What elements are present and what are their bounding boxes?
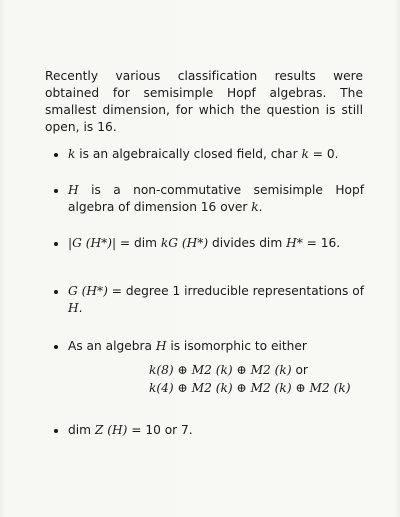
bullet-dot	[54, 345, 58, 349]
math-H: H	[68, 183, 79, 197]
text-span: = 10 or 7.	[127, 423, 193, 437]
text-span: = 16.	[302, 236, 341, 250]
math-center: Z (H)	[94, 423, 128, 437]
bullet-text	[68, 338, 364, 355]
math-group-algebra: kG (H*)	[160, 236, 209, 250]
text-span: As an algebra	[68, 339, 156, 353]
formula-second-decomposition	[149, 380, 351, 397]
bullet-dot	[54, 242, 58, 246]
text-span: is a non-commutative semisimple Hopf algebra of dimension 16 over	[68, 183, 364, 214]
text-span: .	[258, 200, 263, 214]
math-grouplike-order: |G (H*)|	[68, 236, 117, 250]
math-k: k	[68, 147, 76, 161]
formula-expression: k(4) ⊕ M2 (k) ⊕ M2 (k) ⊕ M2 (k)	[149, 381, 351, 395]
formula-conjunction: or	[295, 363, 308, 377]
bullet-text	[68, 182, 364, 216]
text-span: = dim	[116, 236, 161, 250]
formula-first-decomposition	[149, 362, 308, 379]
bullet-degree-one-reps	[54, 283, 364, 317]
bullet-text	[68, 146, 364, 163]
math-k: k	[251, 200, 259, 214]
text-span: = 0.	[308, 147, 339, 161]
bullet-hopf-algebra	[54, 182, 364, 216]
bullet-text	[68, 422, 364, 439]
bullet-text	[68, 235, 364, 252]
intro-paragraph: Recently various classification results were obtained for semisimple Hopf algebras. The smallest dimension, for which the question is still open, is 16.	[45, 69, 363, 134]
bullet-center-dimension	[54, 422, 364, 439]
math-grouplikes: G (H*)	[68, 284, 108, 298]
bullet-grouplikes	[54, 235, 364, 252]
bullet-dot	[54, 290, 58, 294]
math-k: k	[301, 147, 309, 161]
bullet-dot	[54, 153, 58, 157]
text-span: .	[78, 301, 83, 315]
formula-expression: k(8) ⊕ M2 (k) ⊕ M2 (k)	[149, 363, 292, 377]
text-span: divides dim	[208, 236, 287, 250]
math-H: H	[155, 339, 167, 353]
text-span: = degree 1 irreducible representations of	[107, 284, 364, 298]
bullet-algebra-structure	[54, 338, 364, 355]
text-span: is an algebraically closed field, char	[75, 147, 302, 161]
math-dual: H*	[286, 236, 303, 250]
text-span: is isomorphic to either	[166, 339, 307, 353]
bullet-dot	[54, 189, 58, 193]
bullet-text	[68, 283, 364, 317]
math-H: H	[68, 301, 79, 315]
bullet-field-k	[54, 146, 364, 163]
text-span: dim	[68, 423, 95, 437]
bullet-dot	[54, 429, 58, 433]
